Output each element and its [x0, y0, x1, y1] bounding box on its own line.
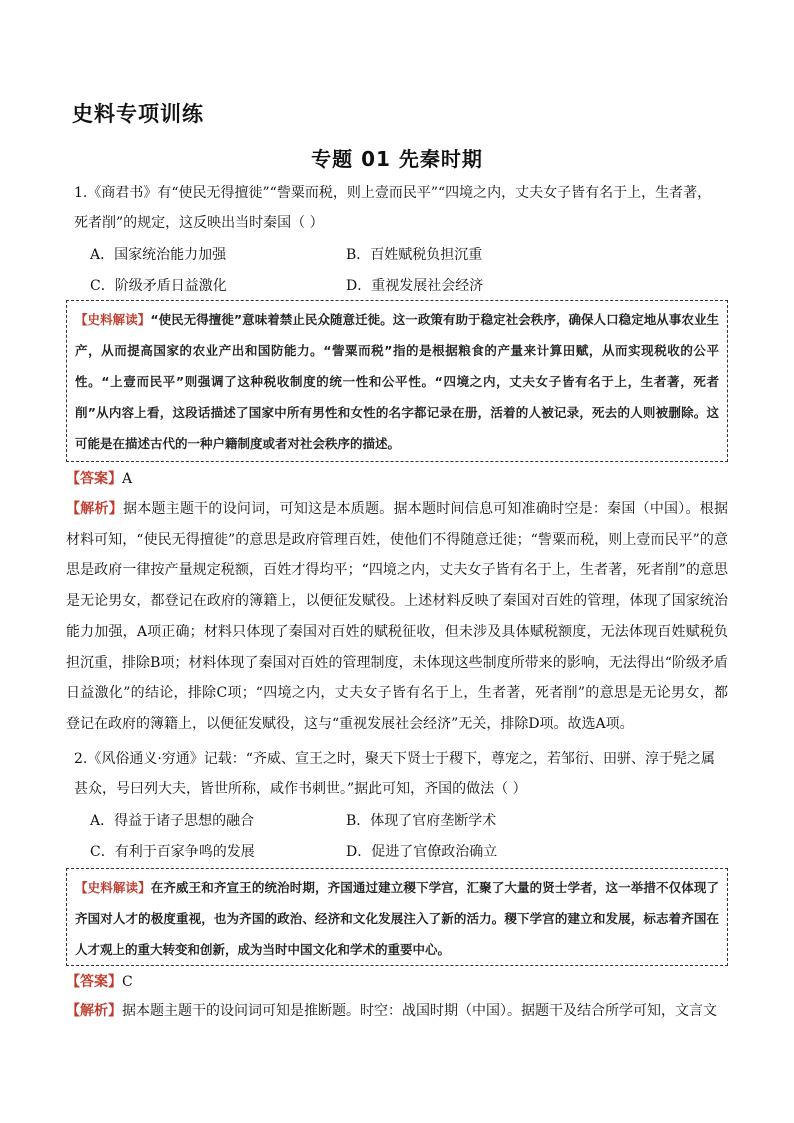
topic-title: 专题 01 先秦时期 [311, 147, 483, 171]
option-b: B．体现了官府垄断学术 [346, 813, 497, 829]
analysis-2 [66, 996, 728, 1028]
interpretation-box-1 [66, 300, 728, 462]
interpretation-tag: 【史料解读】 [75, 312, 151, 327]
analysis-body: 据本题主题干的设问词，可知这是本质题。据本题时间信息可知准确时空是：秦国（中国）。根据材料可知，“使民无得擅徙”的意思是政府管理百姓，使他们不得随意迁徙；“訾粟而税，则上壹而民平”的意思是政府一律按产量规定税额，百姓才得均平；“四境之内，丈夫女子皆有名于上，生者著，死者削”的意思是无论男女，都登记在政府的簿籍上，以便征发赋役。上述材料反映了秦国对百姓的管理，体现了国家统治能力加强，A项正确；材料只体现了秦国对百姓的赋税征收，但未涉及具体赋税额度，无法体现百姓赋税负担沉重，排除B项；材料体现了秦国对百姓的管理制度，未体现这些制度所带来的影响，无法得出“阶级矛盾日益激化”的结论，排除C项；“四境之内，丈夫女子皆有名于上，生者著，死者削”的意思是无论男女，都登记在政府的簿籍上，以便征发赋役，这与“重视发展社会经济”无关，排除D项。故选A项。 [66, 501, 729, 732]
interpretation-tag: 【史料解读】 [75, 880, 151, 895]
option-d: D．重视发展社会经济 [346, 278, 484, 294]
interpretation-body: “使民无得擅徙”意味着禁止民众随意迁徙。这一政策有助于稳定社会秩序，确保人口稳定地从事农业生产，从而提高国家的农业产出和国防能力。“訾粟而税”指的是根据粮食的产量来计算田赋，从而实现税收的公平性。“上壹而民平”则强调了这种税收制度的统一性和公平性。“四境之内，丈夫女子皆有名于上，生者著，死者削”从内容上看，这段话描述了国家中所有男性和女性的名字都记录在册，活着的人被记录，死去的人则被删除。这可能是在描述古代的一种户籍制度或者对社会秩序的描述。 [75, 312, 719, 451]
answer-value: C [122, 974, 133, 990]
interpretation-box-2 [66, 868, 728, 966]
answer-tag: 【答案】 [66, 471, 122, 487]
answer-line-1 [66, 464, 726, 494]
option-a: A．国家统治能力加强 [90, 247, 227, 263]
option-c: C．阶级矛盾日益激化 [90, 278, 227, 294]
question-2-stem: 2.《风俗通义·穷通》记载：“齐威、宣王之时，聚天下贤士于稷下，尊宠之，若邹衍、田骈、淳于髡之属甚众，号曰列大夫，皆世所称，咸作书刺世。”据此可知，齐国的做法（ ） [74, 751, 715, 797]
analysis-body: 据本题主题干的设问词可知是推断题。时空：战国时期（中国）。据题干及结合所学可知，文言文 [122, 1003, 717, 1019]
interpretation-body: 在齐威王和齐宣王的统治时期，齐国通过建立稷下学宫，汇聚了大量的贤士学者，这一举措不仅体现了齐国对人才的极度重视，也为齐国的政治、经济和文化发展注入了新的活力。稷下学宫的建立和发展，标志着齐国在人才观上的重大转变和创新，成为当时中国文化和学术的重要中心。 [75, 880, 719, 957]
answer-tag: 【答案】 [66, 974, 122, 990]
analysis-tag: 【解析】 [66, 501, 123, 517]
answer-value: A [122, 471, 133, 487]
series-title: 史料专项训练 [72, 102, 204, 126]
interpretation-text [75, 304, 719, 459]
question-1-stem: 1.《商君书》有“使民无得擅徙”“訾粟而税，则上壹而民平”“四境之内，丈夫女子皆有名于上，生者著，死者削”的规定，这反映出当时秦国（ ） [74, 185, 712, 231]
answer-line-2 [66, 967, 726, 997]
option-d: D．促进了官僚政治确立 [346, 844, 498, 860]
interpretation-text [75, 872, 719, 965]
question-1-options [90, 240, 690, 302]
analysis-tag: 【解析】 [66, 1003, 122, 1019]
question-2-options [90, 806, 690, 868]
analysis-1 [66, 494, 728, 744]
option-a: A．得益于诸子思想的融合 [90, 813, 255, 829]
option-c: C．有利于百家争鸣的发展 [90, 844, 255, 860]
option-b: B．百姓赋税负担沉重 [346, 247, 483, 263]
